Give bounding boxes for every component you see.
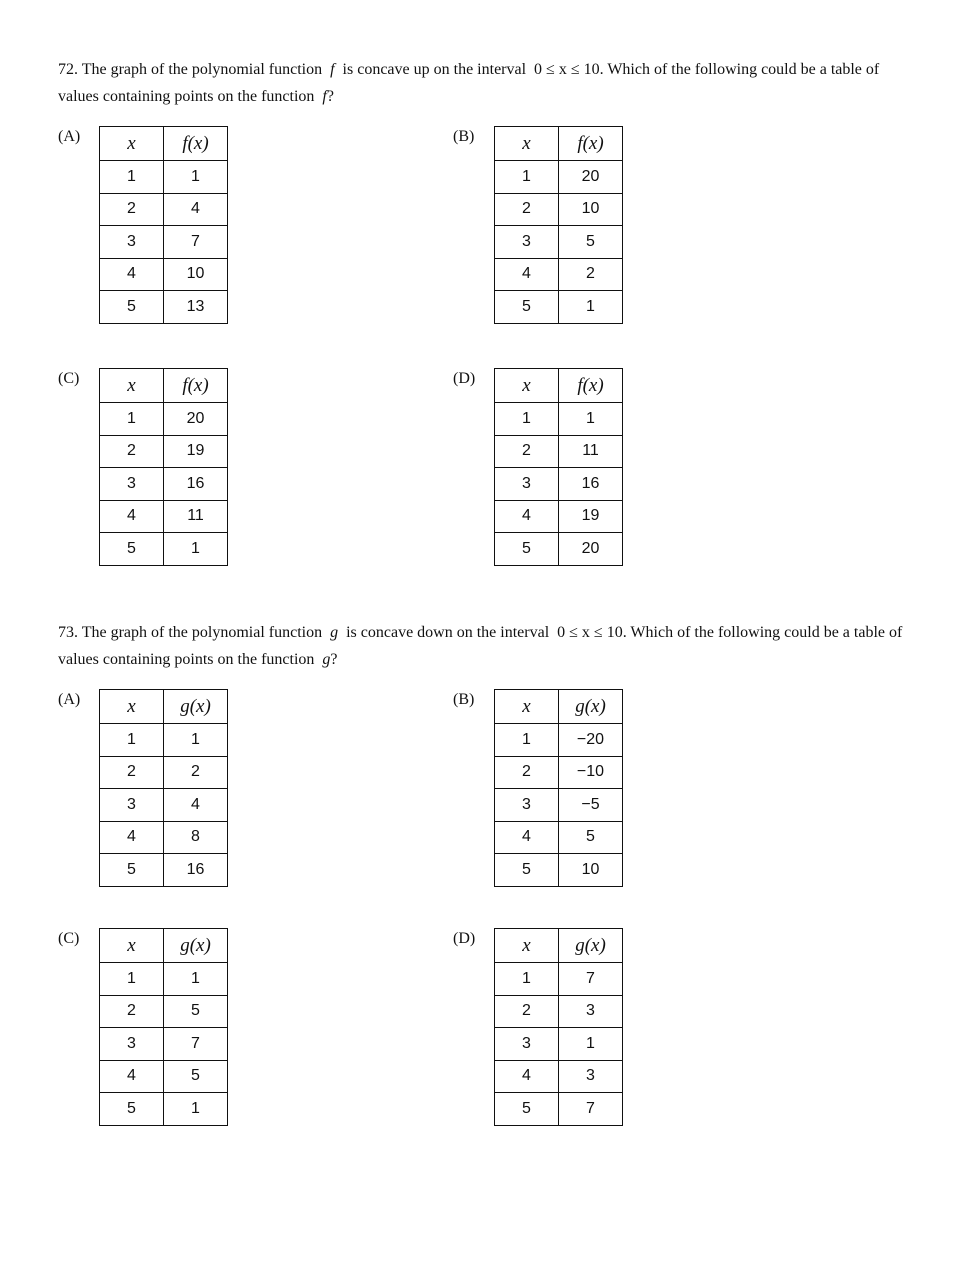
- column-header-gx: g(x): [164, 929, 228, 963]
- table-cell: 3: [559, 1060, 623, 1093]
- table-row: [495, 468, 623, 501]
- table-cell: 1: [495, 161, 559, 194]
- table-row: [100, 533, 228, 566]
- table-row: [495, 500, 623, 533]
- table-row: [100, 724, 228, 757]
- table-row: [495, 1028, 623, 1061]
- table-row: [100, 193, 228, 226]
- table-row: [495, 789, 623, 822]
- table-cell: 3: [495, 789, 559, 822]
- table-row: [100, 1028, 228, 1061]
- table-cell: 3: [100, 1028, 164, 1061]
- table-cell: 5: [495, 1093, 559, 1126]
- table-cell: 5: [100, 1093, 164, 1126]
- table-cell: 1: [559, 403, 623, 436]
- column-header-fx: f(x): [164, 127, 228, 161]
- table-row: [495, 756, 623, 789]
- choice-label: (D): [453, 370, 476, 387]
- table-cell: 2: [100, 756, 164, 789]
- table-cell: 7: [164, 1028, 228, 1061]
- table-row: [495, 226, 623, 259]
- table-row: [100, 1093, 228, 1126]
- table-cell: 1: [164, 724, 228, 757]
- table-row: [495, 193, 623, 226]
- table-cell: 5: [495, 854, 559, 887]
- column-header-x: x: [495, 929, 559, 963]
- table-cell: 2: [495, 435, 559, 468]
- column-header-x: x: [495, 127, 559, 161]
- table-cell: 1: [164, 161, 228, 194]
- table-cell: 5: [100, 533, 164, 566]
- table-row: [100, 403, 228, 436]
- value-table: [494, 126, 623, 324]
- column-header-x: x: [495, 369, 559, 403]
- table-cell: 3: [100, 226, 164, 259]
- table-cell: 20: [559, 161, 623, 194]
- table-cell: 4: [495, 258, 559, 291]
- table-cell: 5: [495, 533, 559, 566]
- table-cell: 3: [495, 226, 559, 259]
- column-header-fx: f(x): [164, 369, 228, 403]
- table-cell: 20: [164, 403, 228, 436]
- table-cell: 2: [100, 995, 164, 1028]
- table-row: [100, 995, 228, 1028]
- table-cell: 16: [559, 468, 623, 501]
- value-table: [99, 928, 228, 1126]
- table-cell: 13: [164, 291, 228, 324]
- value-table: [99, 368, 228, 566]
- table-cell: 4: [495, 500, 559, 533]
- table-cell: 11: [559, 435, 623, 468]
- table-row: [495, 258, 623, 291]
- column-header-fx: f(x): [559, 127, 623, 161]
- table-row: [495, 533, 623, 566]
- value-table: [99, 126, 228, 324]
- table-cell: 4: [100, 1060, 164, 1093]
- table-cell: 1: [559, 1028, 623, 1061]
- table-cell: 4: [495, 1060, 559, 1093]
- table-cell: 2: [164, 756, 228, 789]
- table-row: [495, 821, 623, 854]
- column-header-fx: f(x): [559, 369, 623, 403]
- column-header-x: x: [100, 127, 164, 161]
- table-cell: 5: [100, 854, 164, 887]
- table-row: [495, 1093, 623, 1126]
- value-table: [494, 689, 623, 887]
- table-cell: 1: [495, 963, 559, 996]
- table-cell: 7: [559, 1093, 623, 1126]
- table-cell: 2: [495, 995, 559, 1028]
- table-cell: −20: [559, 724, 623, 757]
- choice-label: (A): [58, 128, 81, 145]
- table-cell: 1: [164, 533, 228, 566]
- table-cell: 5: [559, 821, 623, 854]
- table-cell: 3: [100, 789, 164, 822]
- table-row: [495, 403, 623, 436]
- table-cell: 1: [100, 403, 164, 436]
- table-cell: 4: [100, 500, 164, 533]
- table-row: [100, 435, 228, 468]
- table-row: [495, 1060, 623, 1093]
- table-cell: 5: [495, 291, 559, 324]
- column-header-x: x: [100, 369, 164, 403]
- table-cell: 1: [100, 724, 164, 757]
- question-73-text: 73. The graph of the polynomial function g is concave down on the interval 0 ≤ x ≤ 10. Which of the following could be a table of values containing points on the function g?: [58, 624, 903, 668]
- table-row: [495, 291, 623, 324]
- table-cell: 1: [100, 161, 164, 194]
- value-table: [494, 928, 623, 1126]
- table-cell: −10: [559, 756, 623, 789]
- table-cell: 16: [164, 854, 228, 887]
- table-cell: 5: [164, 1060, 228, 1093]
- table-cell: −5: [559, 789, 623, 822]
- table-cell: 1: [100, 963, 164, 996]
- table-row: [495, 724, 623, 757]
- table-cell: 10: [559, 854, 623, 887]
- table-row: [100, 291, 228, 324]
- table-row: [100, 821, 228, 854]
- table-row: [100, 258, 228, 291]
- table-row: [495, 854, 623, 887]
- question-72-text: 72. The graph of the polynomial function f is concave up on the interval 0 ≤ x ≤ 10. Which of the following could be a table of values containing points on the function f?: [58, 61, 880, 105]
- value-table: [99, 689, 228, 887]
- choice-label: (A): [58, 691, 81, 708]
- table-cell: 7: [559, 963, 623, 996]
- table-row: [100, 1060, 228, 1093]
- table-row: [100, 963, 228, 996]
- table-cell: 4: [164, 789, 228, 822]
- choice-label: (B): [453, 128, 475, 145]
- table-cell: 3: [495, 468, 559, 501]
- choice-label: (B): [453, 691, 475, 708]
- table-cell: 4: [164, 193, 228, 226]
- table-cell: 3: [559, 995, 623, 1028]
- column-header-gx: g(x): [164, 690, 228, 724]
- value-table: [494, 368, 623, 566]
- table-row: [100, 226, 228, 259]
- table-cell: 16: [164, 468, 228, 501]
- table-cell: 11: [164, 500, 228, 533]
- table-row: [495, 435, 623, 468]
- table-row: [100, 500, 228, 533]
- table-cell: 4: [100, 821, 164, 854]
- table-cell: 5: [559, 226, 623, 259]
- table-row: [100, 854, 228, 887]
- table-cell: 2: [100, 193, 164, 226]
- table-row: [100, 468, 228, 501]
- table-cell: 3: [495, 1028, 559, 1061]
- table-cell: 10: [164, 258, 228, 291]
- choice-label: (D): [453, 930, 476, 947]
- table-cell: 7: [164, 226, 228, 259]
- table-row: [100, 756, 228, 789]
- table-row: [100, 789, 228, 822]
- table-cell: 19: [164, 435, 228, 468]
- table-cell: 4: [100, 258, 164, 291]
- choice-label: (C): [58, 930, 80, 947]
- table-cell: 1: [495, 724, 559, 757]
- table-cell: 10: [559, 193, 623, 226]
- column-header-gx: g(x): [559, 690, 623, 724]
- table-cell: 2: [495, 193, 559, 226]
- table-cell: 5: [164, 995, 228, 1028]
- table-cell: 2: [559, 258, 623, 291]
- column-header-gx: g(x): [559, 929, 623, 963]
- table-row: [495, 995, 623, 1028]
- column-header-x: x: [100, 929, 164, 963]
- table-row: [100, 161, 228, 194]
- table-row: [495, 161, 623, 194]
- choice-label: (C): [58, 370, 80, 387]
- table-cell: 20: [559, 533, 623, 566]
- table-cell: 19: [559, 500, 623, 533]
- column-header-x: x: [100, 690, 164, 724]
- table-cell: 1: [164, 1093, 228, 1126]
- table-cell: 4: [495, 821, 559, 854]
- table-cell: 8: [164, 821, 228, 854]
- table-cell: 5: [100, 291, 164, 324]
- table-cell: 2: [495, 756, 559, 789]
- table-cell: 1: [559, 291, 623, 324]
- table-cell: 2: [100, 435, 164, 468]
- table-row: [495, 963, 623, 996]
- table-cell: 3: [100, 468, 164, 501]
- table-cell: 1: [495, 403, 559, 436]
- column-header-x: x: [495, 690, 559, 724]
- table-cell: 1: [164, 963, 228, 996]
